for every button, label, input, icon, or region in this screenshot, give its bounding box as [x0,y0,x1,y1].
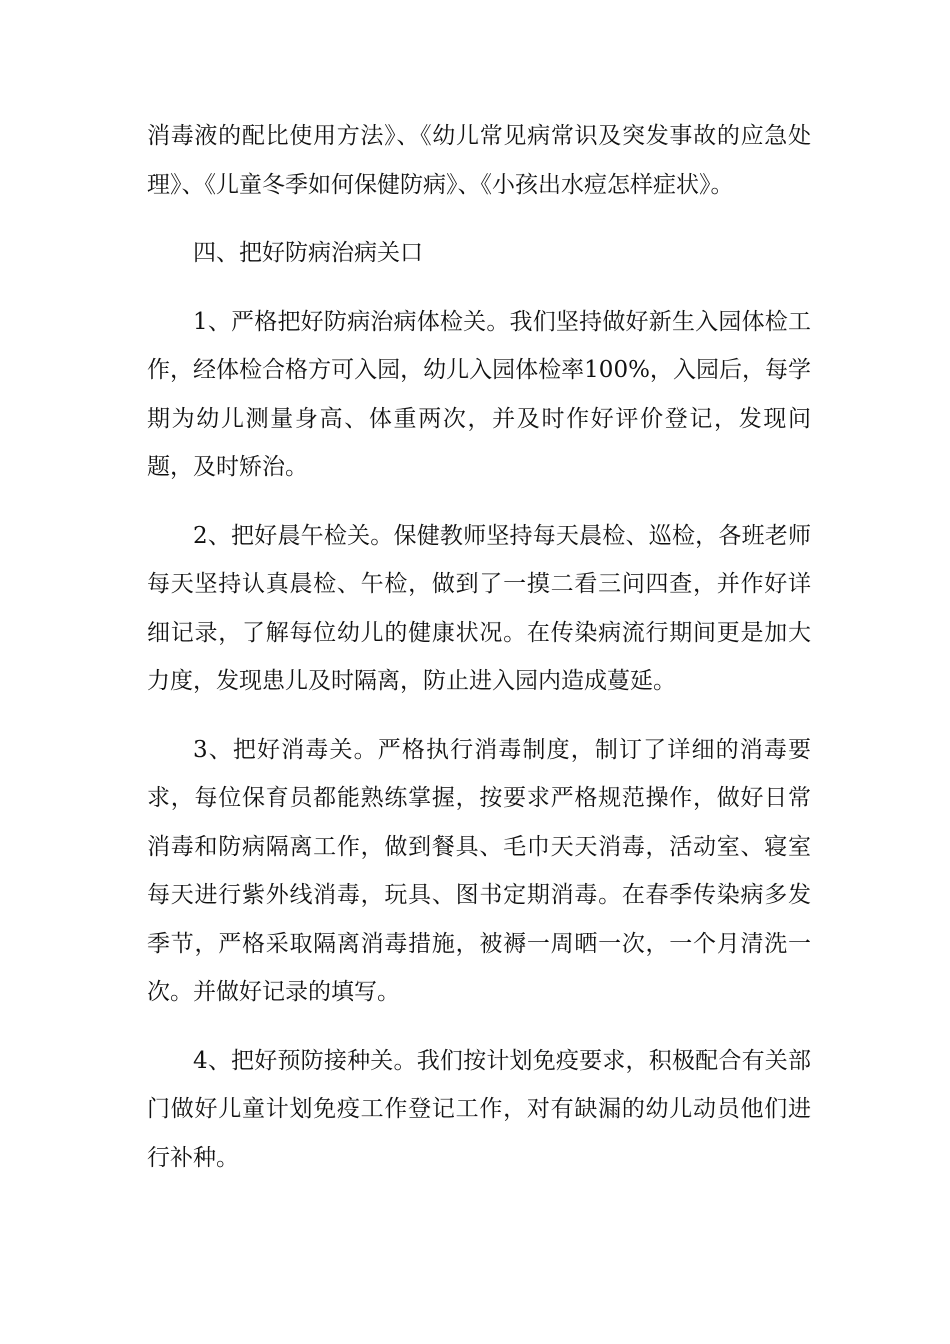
paragraph-item-4: 4、把好预防接种关。我们按计划免疫要求，积极配合有关部门做好儿童计划免疫工作登记工作，对有缺漏的幼儿动员他们进行补种。 [147,1047,811,1171]
paragraph-item-2: 2、把好晨午检关。保健教师坚持每天晨检、巡检，各班老师每天坚持认真晨检、午检，做到了一摸二看三问四查，并作好详细记录，了解每位幼儿的健康状况。在传染病流行期间更是加大力度，发现患儿及时隔离，防止进入园内造成蔓延。 [147,522,811,694]
document-body [147,112,811,1202]
paragraph-item-1: 1、严格把好防病治病体检关。我们坚持做好新生入园体检工作，经体检合格方可入园，幼儿入园体检率100%，入园后，每学期为幼儿测量身高、体重两次，并及时作好评价登记，发现问题，及时矫治。 [147,308,811,480]
paragraph-continuation: 消毒液的配比使用方法》、《幼儿常见病常识及突发事故的应急处理》、《儿童冬季如何保健防病》、《小孩出水痘怎样症状》。 [147,123,811,198]
paragraph-item-3: 3、把好消毒关。严格执行消毒制度，制订了详细的消毒要求，每位保育员都能熟练掌握，按要求严格规范操作，做好日常消毒和防病隔离工作，做到餐具、毛巾天天消毒，活动室、寝室每天进行紫外线消毒，玩具、图书定期消毒。在春季传染病多发季节，严格采取隔离消毒措施，被褥一周晒一次，一个月清洗一次。并做好记录的填写。 [147,736,811,1005]
section-heading: 四、把好防病治病关口 [193,240,423,266]
